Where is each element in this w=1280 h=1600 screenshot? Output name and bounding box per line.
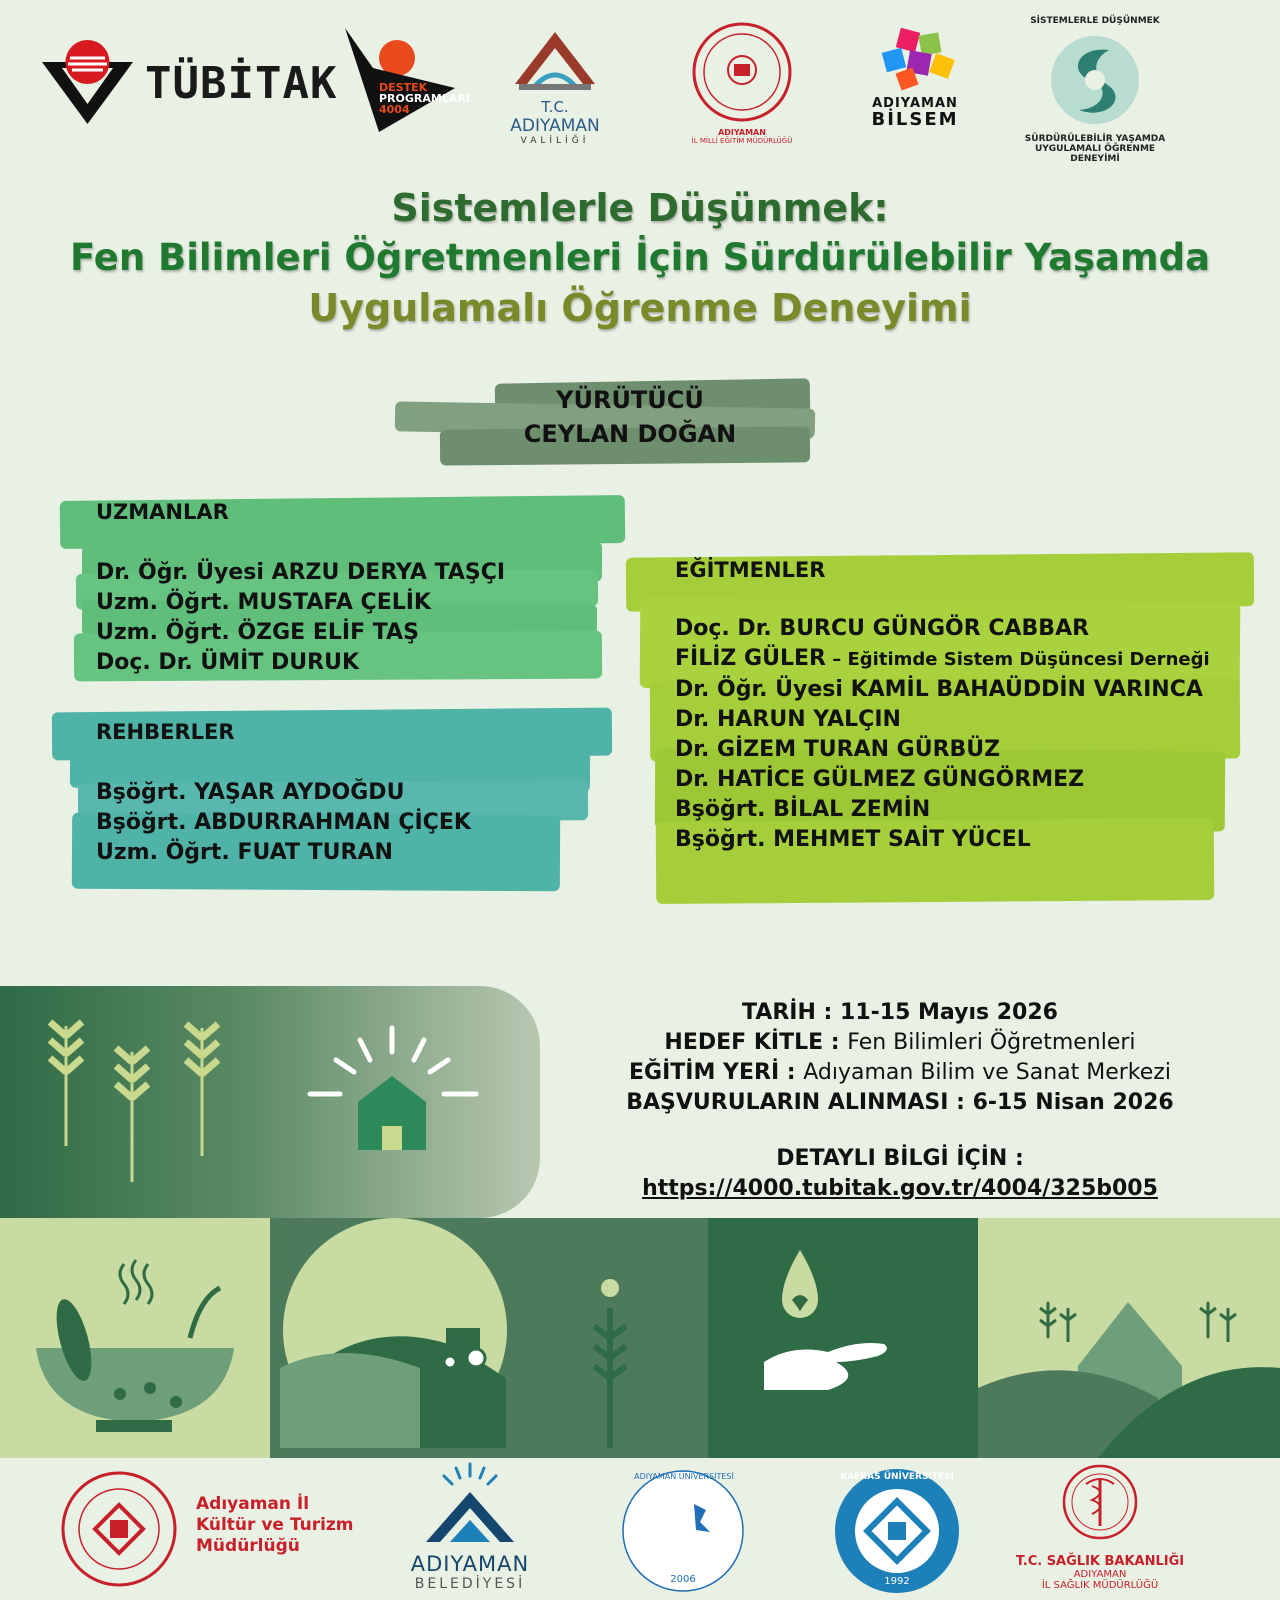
meb-line2: İL MİLLİ EĞİTİM MÜDÜRLÜĞÜ [691, 137, 793, 145]
tractor-tile [270, 1218, 708, 1458]
uzman-item: Uzm. Öğrt. ÖZGE ELİF TAŞ [96, 620, 419, 645]
uzmanlar-label: UZMANLAR [96, 500, 229, 524]
basvuru-row: BAŞVURULARIN ALINMASI : 6-15 Nisan 2026 [626, 1090, 1174, 1115]
yurutucu-label: YÜRÜTÜCÜ [556, 386, 704, 414]
egitmen-item: Dr. Öğr. Üyesi KAMİL BAHAÜDDİN VARINCA [675, 677, 1203, 702]
hand-waterdrop-icon [708, 1218, 978, 1458]
destek-line1: DESTEK [379, 81, 428, 94]
sustainability-banner [0, 986, 540, 1218]
project-logo [1010, 16, 1180, 166]
bowl-tile [0, 1218, 270, 1458]
destek-programlari-logo [345, 28, 470, 132]
tubitak-emblem-icon [40, 36, 135, 126]
kultur-line3: Müdürlüğü [196, 1536, 300, 1556]
title-line1: Sistemlerle Düşünmek: [391, 186, 889, 230]
adiyaman-belediyesi-logo [395, 1462, 545, 1592]
adiyaman-uni-name: ADIYAMAN ÜNİVERSİTESİ [634, 1472, 734, 1481]
belediye-mountain-icon [420, 1462, 520, 1548]
kultur-seal-icon [60, 1470, 178, 1588]
egitmen-item: Dr. GİZEM TURAN GÜRBÜZ [675, 737, 1001, 762]
adiyaman-uni-year: 2006 [670, 1574, 696, 1585]
house-hills-icon [978, 1218, 1280, 1458]
destek-line2: PROGRAMLARI [379, 92, 470, 105]
adiyaman-valiligi-logo [500, 24, 610, 150]
yer-row: EĞİTİM YERİ : Adıyaman Bilim ve Sanat Merkezi [629, 1060, 1171, 1085]
yurutucu-name: CEYLAN DOĞAN [523, 420, 737, 448]
project-logo-bottom2: UYGULAMALI ÖĞRENME DENEYİMİ [1034, 144, 1156, 164]
valilik-line3: VALİLİĞİ [520, 136, 590, 146]
kafkas-universitesi-logo [832, 1466, 962, 1596]
bilsem-line2: BİLSEM [871, 109, 959, 130]
project-logo-top: SİSTEMLERLE DÜŞÜNMEK [1030, 16, 1160, 26]
bilsem-logo [855, 28, 975, 138]
rehber-item: Bşöğrt. YAŞAR AYDOĞDU [96, 780, 405, 805]
egitmen-item: Bşöğrt. BİLAL ZEMİN [675, 797, 931, 822]
saglik-line3: İL SAĞLIK MÜDÜRLÜĞÜ [1041, 1580, 1159, 1591]
uzman-item: Uzm. Öğrt. MUSTAFA ÇELİK [96, 590, 431, 615]
egitmen-item: Bşöğrt. MEHMET SAİT YÜCEL [675, 827, 1031, 852]
egitmen-item: Dr. HATİCE GÜLMEZ GÜNGÖRMEZ [675, 767, 1085, 792]
tubitak-wordmark: TÜBİTAK [145, 58, 338, 109]
project-logo-bottom1: SÜRDÜRÜLEBİLİR YAŞAMDA [1024, 134, 1166, 144]
tubitak-logo [40, 36, 338, 126]
rehber-item: Bşöğrt. ABDURRAHMAN ÇİÇEK [96, 810, 471, 835]
kultur-turizm-logo [60, 1470, 360, 1590]
valilik-building-icon [505, 24, 605, 94]
uzman-item: Dr. Öğr. Üyesi ARZU DERYA TAŞÇI [96, 560, 506, 585]
puzzle-pieces-icon [870, 28, 960, 92]
egitmenler-label: EĞİTMENLER [675, 558, 826, 582]
kafkas-uni-name: KAFKAS ÜNİVERSİTESİ [840, 1472, 954, 1482]
project-swirl-icon [1045, 30, 1145, 130]
saglik-line1: T.C. SAĞLIK BAKANLIĞI [1015, 1554, 1185, 1569]
valilik-line1: T.C. [541, 98, 569, 116]
saglik-bakanligi-logo [1010, 1462, 1190, 1592]
water-hand-tile [708, 1218, 978, 1458]
uzman-item: Doç. Dr. ÜMİT DURUK [96, 650, 360, 675]
egitmen-item: Dr. HARUN YALÇIN [675, 707, 901, 732]
egitmen-item: FİLİZ GÜLER – Eğitimde Sistem Düşüncesi Derneği [675, 646, 1210, 671]
tarih-row: TARİH : 11-15 Mayıs 2026 [742, 1000, 1058, 1025]
kultur-line1: Adıyaman İl [196, 1494, 310, 1514]
wheat-and-house-illustration-icon [0, 986, 540, 1218]
rehberler-label: REHBERLER [96, 720, 235, 744]
egitmen-item: Doç. Dr. BURCU GÜNGÖR CABBAR [675, 616, 1090, 641]
valilik-line2: ADIYAMAN [510, 116, 600, 136]
meb-seal-icon [690, 20, 794, 124]
bilsem-line1: ADIYAMAN [872, 96, 958, 111]
title-line3: Uygulamalı Öğrenme Deneyimi [308, 286, 972, 330]
meb-logo [682, 20, 802, 150]
info-link[interactable]: https://4000.tubitak.gov.tr/4004/325b005 [642, 1176, 1158, 1201]
kultur-line2: Kültür ve Turizm [196, 1515, 354, 1535]
belediye-line1: ADIYAMAN [410, 1552, 530, 1576]
destek-line3: 4004 [379, 103, 410, 116]
house-hills-tile [978, 1218, 1280, 1458]
meb-line1: ADIYAMAN [718, 128, 766, 137]
herb-bowl-icon [0, 1218, 270, 1458]
tractor-field-icon [270, 1218, 708, 1458]
rehber-item: Uzm. Öğrt. FUAT TURAN [96, 840, 393, 865]
hedef-row: HEDEF KİTLE : Fen Bilimleri Öğretmenleri [664, 1030, 1136, 1055]
adiyaman-universitesi-logo [618, 1466, 748, 1596]
bilgi-label: DETAYLI BİLGİ İÇİN : [776, 1146, 1024, 1171]
title-line2: Fen Bilimleri Öğretmenleri İçin Sürdürülebilir Yaşamda [69, 236, 1211, 279]
saglik-seal-icon [1060, 1462, 1140, 1542]
belediye-line2: BELEDİYESİ [414, 1576, 526, 1592]
destek-shape-icon [345, 28, 455, 132]
saglik-line2: ADIYAMAN [1073, 1569, 1127, 1580]
kafkas-uni-year: 1992 [884, 1576, 910, 1587]
